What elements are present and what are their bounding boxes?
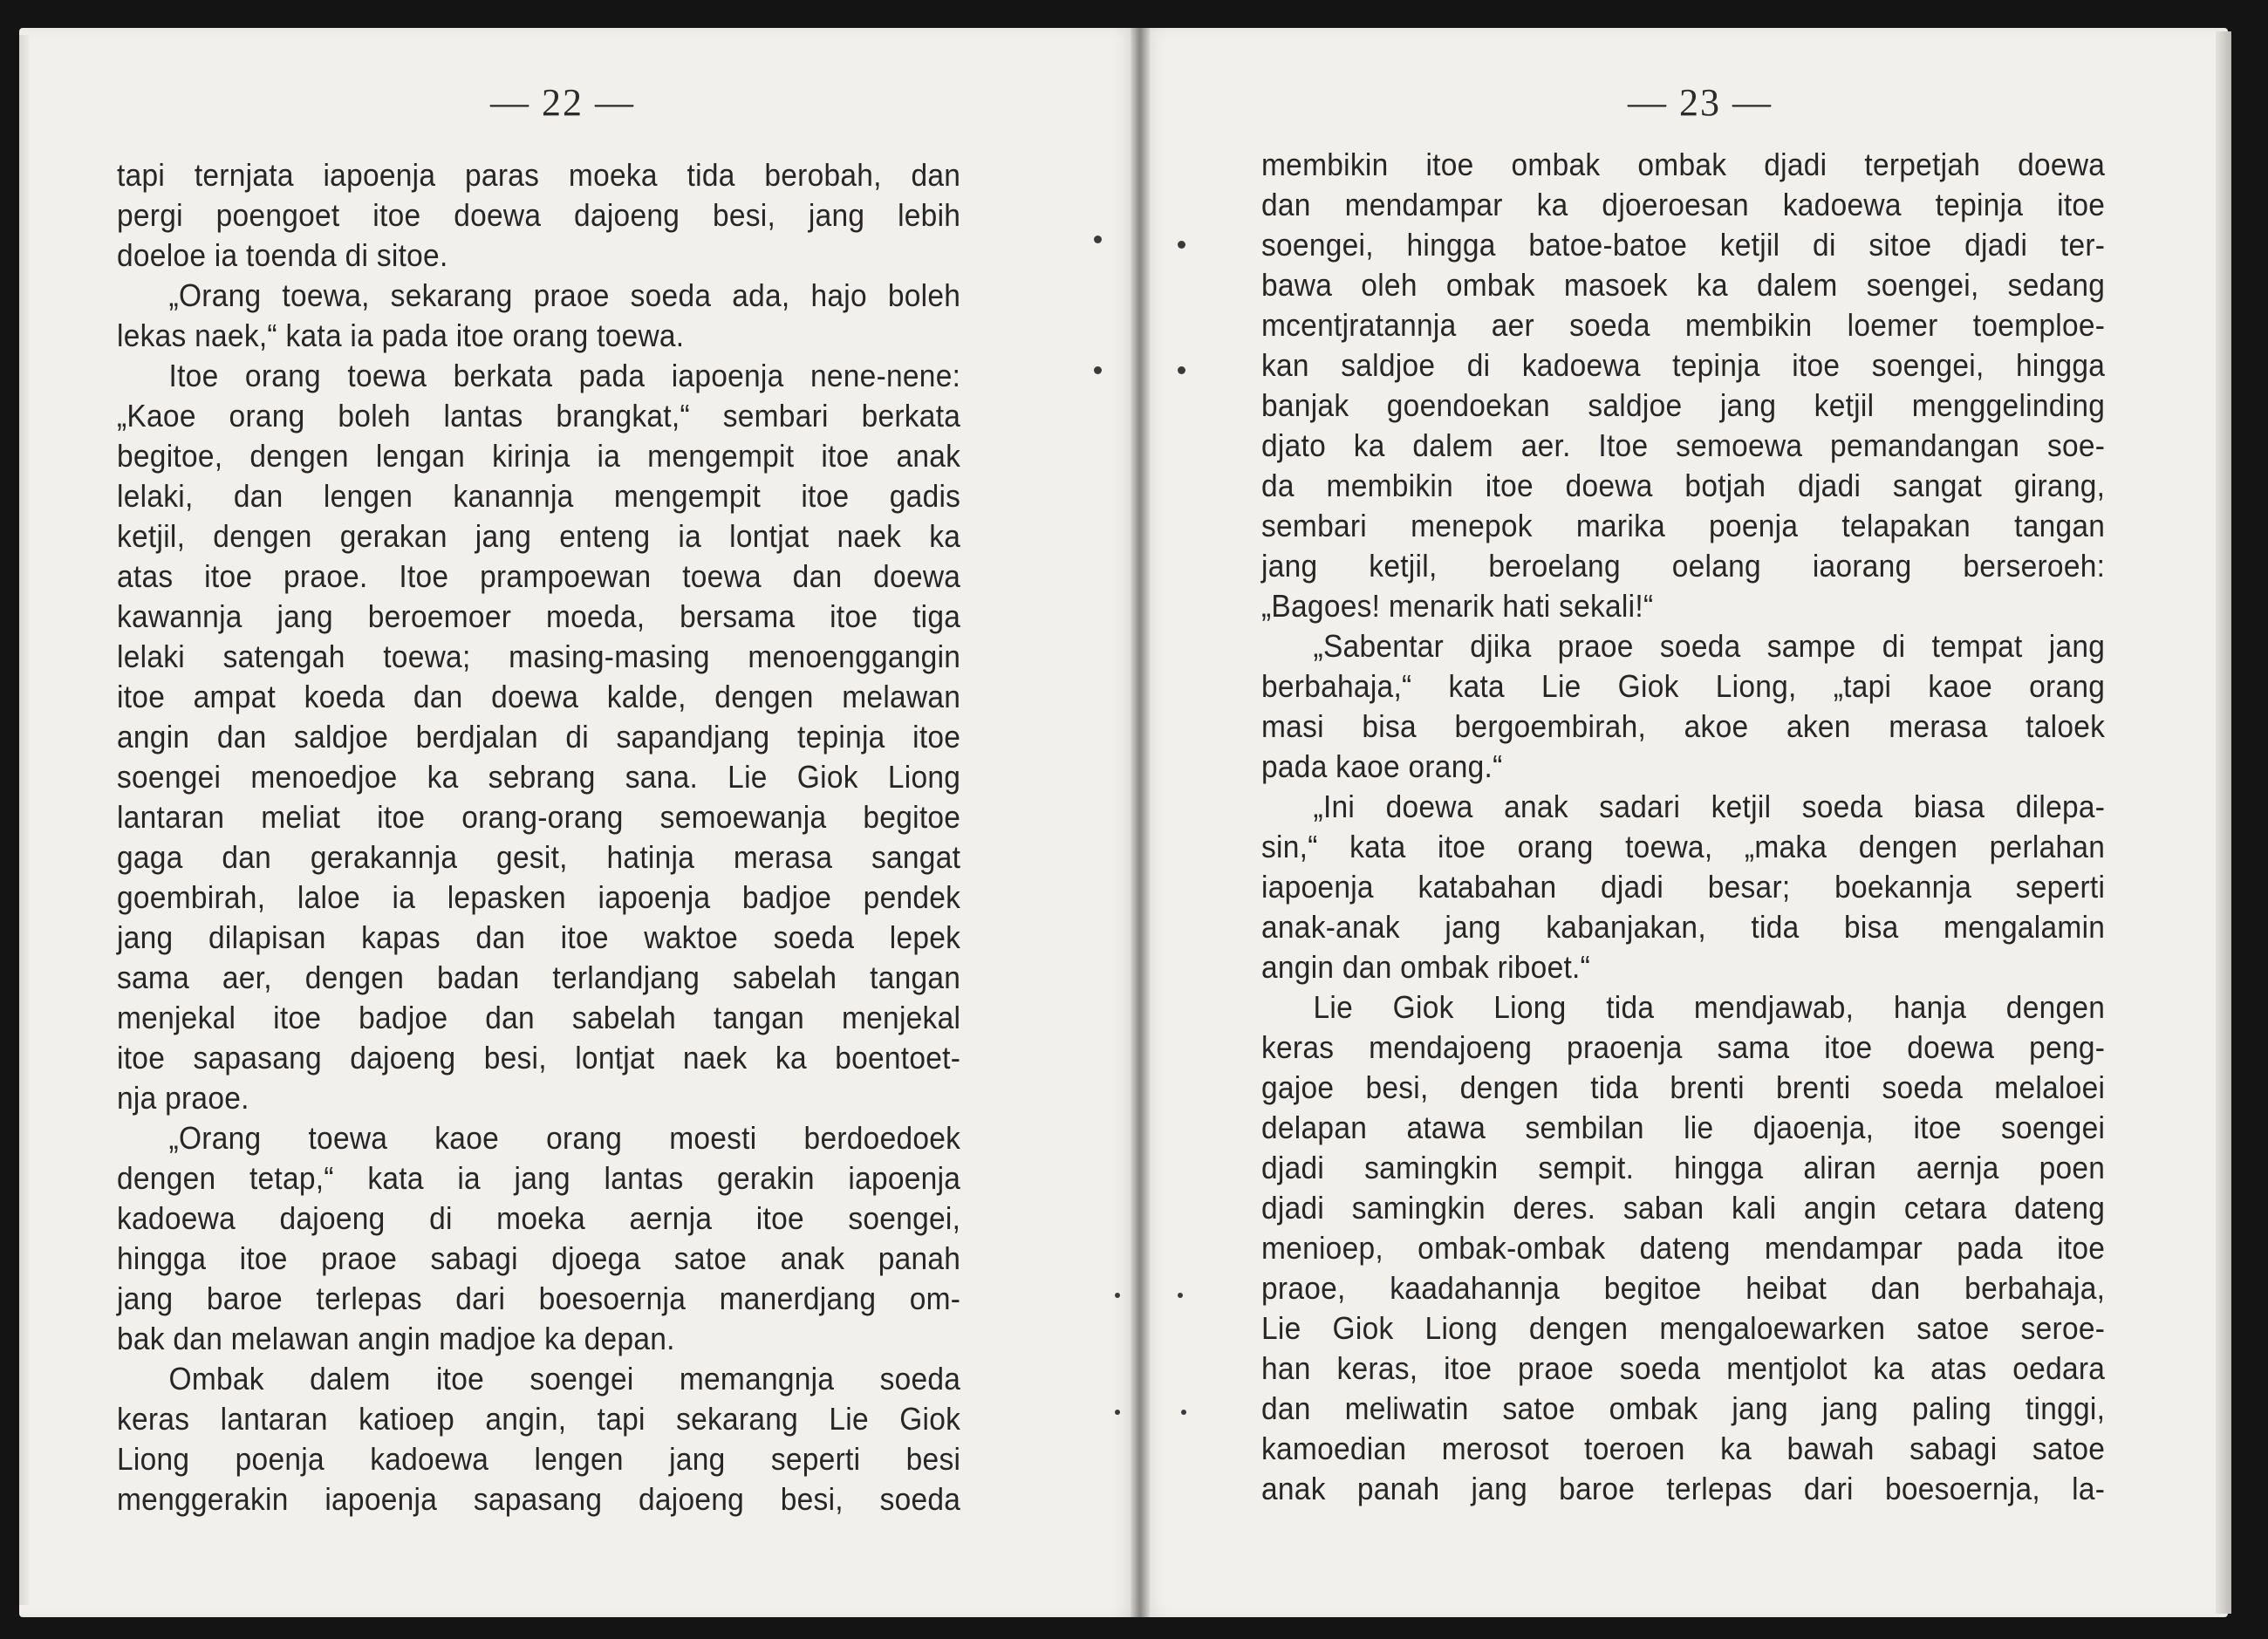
binding-hole-mark: [1115, 1293, 1120, 1298]
binding-hole-mark: [1178, 366, 1185, 374]
text-line: da membikin itoe doewa botjah djadi sangat girang,: [1261, 468, 2106, 503]
text-line: „Bagoes! menarik hati sekali!“: [1261, 588, 1654, 624]
text-line: mcentjratannja aer soeda membikin loemer toemploe-: [1261, 307, 2106, 343]
binding-hole-mark: [1181, 1410, 1186, 1415]
right-page: [1139, 28, 2228, 1617]
text-line: lekas naek,“ kata ia pada itoe orang toewa.: [117, 318, 685, 353]
text-line: keras lantaran katioep angin, tapi sekarang Lie Giok: [117, 1401, 961, 1437]
text-line: Ombak dalem itoe soengei memangnja soeda: [168, 1361, 961, 1397]
text-line: nja praoe.: [117, 1080, 249, 1116]
binding-hole-mark: [1094, 236, 1102, 243]
text-line: Lie Giok Liong tida mendjawab, hanja dengen: [1313, 989, 2106, 1025]
text-line: goembirah, laloe ia lepasken iapoenja badjoe pendek: [117, 879, 961, 915]
text-line: djadi samingkin deres. saban kali angin cetara dateng: [1261, 1190, 2106, 1226]
binding-hole-mark: [1115, 1410, 1120, 1415]
text-line: atas itoe praoe. Itoe prampoewan toewa dan doewa: [117, 558, 961, 594]
text-line: anak panah jang baroe terlepas dari boesoernja, la-: [1261, 1471, 2106, 1506]
text-line: anak-anak jang kabanjakan, tida bisa mengalamin: [1261, 909, 2106, 945]
text-line: lantaran meliat itoe orang-orang semoewanja begitoe: [117, 799, 961, 835]
text-line: „Kaoe orang boleh lantas brangkat,“ sembari berkata: [117, 398, 961, 434]
text-line: ketjil, dengen gerakan jang enteng ia lontjat naek ka: [117, 518, 961, 554]
text-line: gaga dan gerakannja gesit, hatinja merasa sangat: [117, 839, 961, 875]
text-line: dengen tetap,“ kata ia jang lantas gerakin iapoenja: [117, 1160, 961, 1196]
text-line: menjekal itoe badjoe dan sabelah tangan menjekal: [117, 1000, 961, 1035]
text-line: pergi poengoet itoe doewa dajoeng besi, jang lebih: [117, 197, 961, 233]
text-line: „Ini doewa anak sadari ketjil soeda biasa dilepa-: [1313, 789, 2106, 824]
text-line: bawa oleh ombak masoek ka dalem soengei, sedang: [1261, 267, 2106, 303]
text-line: hingga itoe praoe sabagi djoega satoe anak panah: [117, 1240, 961, 1276]
text-line: membikin itoe ombak ombak djadi terpetjah doewa: [1261, 147, 2106, 182]
text-line: soengei menoedjoe ka sebrang sana. Lie Giok Liong: [117, 759, 961, 795]
text-line: bak dan melawan angin madjoe ka depan.: [117, 1321, 675, 1356]
text-line: sin,“ kata itoe orang toewa, „maka dengen perlahan: [1261, 829, 2106, 864]
text-line: gajoe besi, dengen tida brenti brenti soeda melaloei: [1261, 1069, 2106, 1105]
text-line: itoe sapasang dajoeng besi, lontjat naek ka boentoet-: [117, 1040, 961, 1076]
text-line: djato ka dalem aer. Itoe semoewa pemandangan soe-: [1261, 427, 2106, 463]
text-line: kadoewa dajoeng di moeka aernja itoe soengei,: [117, 1200, 961, 1236]
text-line: tapi ternjata iapoenja paras moeka tida berobah, dan: [117, 157, 961, 193]
text-line: iapoenja katabahan djadi besar; boekannja seperti: [1261, 869, 2106, 905]
page-number-right: — 23 —: [1628, 81, 1773, 124]
text-line: keras mendajoeng praoenja sama itoe doewa peng-: [1261, 1029, 2106, 1065]
book-gutter: [1131, 28, 1150, 1617]
text-line: jang dilapisan kapas dan itoe waktoe soeda lepek: [117, 919, 961, 955]
text-line: kawannja jang beroemoer moeda, bersama itoe tiga: [117, 598, 961, 634]
text-line: dan mendampar ka djoeroesan kadoewa tepinja itoe: [1261, 187, 2106, 222]
text-line: menioep, ombak-ombak dateng mendampar pada itoe: [1261, 1230, 2106, 1266]
left-page-text: [117, 155, 1024, 1519]
text-line: Liong poenja kadoewa lengen jang seperti besi: [117, 1441, 961, 1477]
text-line: begitoe, dengen lengan kirinja ia mengempit itoe anak: [117, 438, 961, 474]
text-line: soengei, hingga batoe-batoe ketjil di sitoe djadi ter-: [1261, 227, 2106, 263]
text-line: praoe, kaadahannja begitoe heibat dan berbahaja,: [1261, 1270, 2106, 1306]
text-line: lelaki, dan lengen kanannja mengempit itoe gadis: [117, 478, 961, 514]
right-page-edge: [2216, 31, 2231, 1614]
text-line: itoe ampat koeda dan doewa kalde, dengen melawan: [117, 679, 961, 714]
text-line: angin dan ombak riboet.“: [1261, 949, 1591, 985]
text-line: kamoedian merosot toeroen ka bawah sabagi satoe: [1261, 1431, 2106, 1466]
text-line: dan meliwatin satoe ombak jang jang paling tinggi,: [1261, 1390, 2106, 1426]
left-page: [19, 28, 1139, 1617]
text-line: jang baroe terlepas dari boesoernja manerdjang om-: [117, 1280, 961, 1316]
text-line: masi bisa bergoembirah, akoe aken merasa taloek: [1261, 708, 2106, 744]
text-line: „Orang toewa, sekarang praoe soeda ada, hajo boleh: [168, 277, 961, 313]
text-line: pada kaoe orang.“: [1261, 748, 1503, 784]
text-line: „Orang toewa kaoe orang moesti berdoedoek: [168, 1120, 961, 1156]
page-number-left: — 22 —: [490, 81, 635, 124]
text-line: djadi samingkin sempit. hingga aliran aernja poen: [1261, 1150, 2106, 1185]
text-line: banjak goendoekan saldjoe jang ketjil menggelinding: [1261, 387, 2106, 423]
text-line: sembari menepok marika poenja telapakan tangan: [1261, 508, 2106, 543]
text-line: delapan atawa sembilan lie djaoenja, itoe soengei: [1261, 1110, 2106, 1145]
binding-hole-mark: [1094, 366, 1102, 374]
text-line: „Sabentar djika praoe soeda sampe di tempat jang: [1313, 628, 2106, 664]
text-line: jang ketjil, beroelang oelang iaorang berseroeh:: [1261, 548, 2106, 584]
text-line: Lie Giok Liong dengen mengaloewarken satoe seroe-: [1261, 1310, 2106, 1346]
text-line: sama aer, dengen badan terlandjang sabelah tangan: [117, 959, 961, 995]
text-line: kan saldjoe di kadoewa tepinja itoe soengei, hingga: [1261, 347, 2106, 383]
binding-hole-mark: [1178, 1293, 1183, 1298]
text-line: berbahaja,“ kata Lie Giok Liong, „tapi kaoe orang: [1261, 668, 2106, 704]
text-line: doeloe ia toenda di sitoe.: [117, 237, 448, 273]
text-line: Itoe orang toewa berkata pada iapoenja nene-nene:: [168, 358, 961, 393]
text-line: han keras, itoe praoe soeda mentjolot ka atas oedara: [1261, 1350, 2106, 1386]
right-page-text: [1261, 145, 2169, 1509]
binding-hole-mark: [1178, 241, 1185, 249]
text-line: lelaki satengah toewa; masing-masing menoenggangin: [117, 639, 961, 674]
text-line: menggerakin iapoenja sapasang dajoeng besi, soeda: [117, 1481, 961, 1517]
text-line: angin dan saldjoe berdjalan di sapandjang tepinja itoe: [117, 719, 961, 755]
left-page-edge: [19, 35, 30, 1605]
